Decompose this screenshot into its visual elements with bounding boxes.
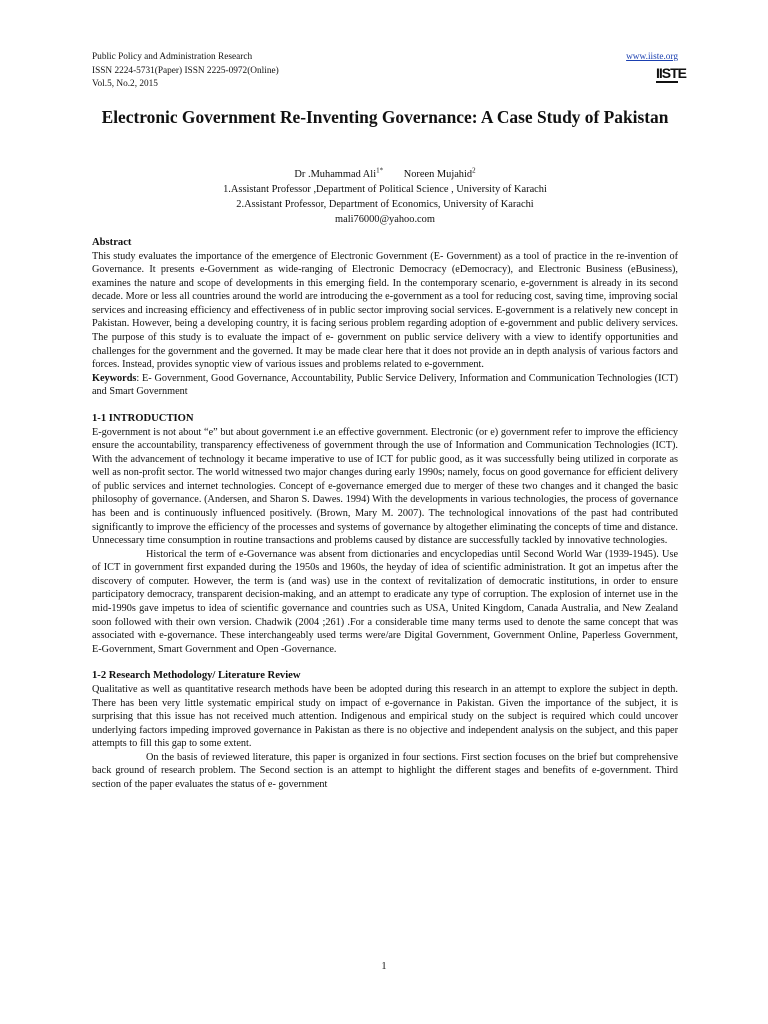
author-2-name: Noreen Mujahid (403, 169, 473, 181)
keywords-line (92, 372, 678, 399)
affiliation-2: 2.Assistant Professor, Department of Economics, University of Karachi (236, 199, 534, 211)
author-email: mali76000@yahoo.com (335, 214, 435, 226)
journal-url-link[interactable]: www.iiste.org (626, 52, 678, 62)
logo-bar (656, 81, 678, 83)
volume-line: Vol.5, No.2, 2015 (92, 79, 158, 90)
intro-paragraph-2: Historical the term of e-Governance was absent from dictionaries and encyclopedias until Second World War (1939-1945). Use of ICT in government first expanded during the 1950s and 1960s, the heyday of idea of scientific administration. It got an impetus after the discovery of computer. However, the term is (and was) use in the context of revitalization of democratic institutions, in order to ensure participatory democracy, transparent decision-making, and an attempt to eradicate any type of corruption. The explosion of internet use in the mid-1990s gave impetus to idea of scientific governance and countries such as USA, United Kingdom, Canada Australia, and New Zealand soon followed with their own version. Chadwik (2004 ;261) .For a considerable time many terms used to denote the same concept that was associated with e-governance. These interchangeably used terms were/are Digital Government, Government Online, Paperless Government, E-Government, Smart Government and Open -Governance. (92, 548, 678, 655)
author-block (92, 164, 678, 227)
section-gap (92, 656, 678, 669)
abstract-text: This study evaluates the importance of the emergence of Electronic Government (E- Government) as a tool of practice in the re-invention of Governance. It presents e-Government as wide-ranging of Electronic Democracy (eDemocracy), and Electronic Business (eBusiness), examines the nature and scope of developments in this emerging field. In the contemporary scenario, e-government is already in its second decade. More or less all countries around the world are introducing the e-government as a tool for reducing cost, saving time, improving social services and increasing efficiency and effectiveness of in public sector improving social services. E-government is a relatively new concept in Pakistan. However, being a developing country, it is facing serious problem regarding adoption of e-government and public delivery services. The purpose of this study is to evaluate the impact of e- government on public service delivery with a view to identify opportunities and challenges for the government and the governed. It may be made clear here that it does not provide an in depth analysis of various factors and forces. Instead, provides synoptic view of various issues and problems related to e-government. (92, 250, 678, 371)
author-names (92, 164, 678, 182)
author-1-name: Dr .Muhammad Ali (294, 169, 377, 181)
section-gap (92, 399, 678, 412)
keywords-label: Keywords (92, 372, 137, 384)
paper-body (92, 236, 678, 792)
page-number: 1 (381, 961, 387, 972)
iiste-logo (656, 65, 687, 87)
author-2-sup: 2 (472, 167, 476, 175)
issn-line: ISSN 2224-5731(Paper) ISSN 2225-0972(Online) (92, 65, 279, 76)
intro-paragraph-1: E-government is not about “e” but about government i.e an effective government. Electronic (or e) government refer to improve the efficiency ensure the accountability, transparency effectiveness of government through the use of Information and Communication Technologies (ICT). With the advancement of technology it became imperative to use of ICT for public good, as it was successfully being utilized in corporate as well as non-profit sector. The world witnessed two major changes during early 1990s; namely, focus on good governance for efficient delivery of public services and internet technologies. Concept of e-governance emerged due to merger of these two changes and it changed the basic philosophy of governance. (Andersen, and Sharon S. Dawes. 1994) With the developments in various technologies, the process of governance has been and is continuously influenced positively. (Brown, Mary M. 2007). The technological innovations of the past had contributed significantly to improve the efficiency of the processes and systems of governance by altogether eliminating the concepts of time and distance. Unnecessary time consumption in routine transactions and problems caused by distance are successfully tackled by innovative technologies. (92, 426, 678, 547)
abstract-heading: Abstract (92, 237, 132, 248)
methodology-paragraph-2: On the basis of reviewed literature, this paper is organized in four sections. First section focuses on the brief but comprehensive back ground of research problem. The Second section is an attempt to highlight the different stages and benefits of e-government. Third section of the paper evaluates the status of e- government (92, 751, 678, 790)
author-2 (404, 169, 476, 180)
methodology-paragraph-1: Qualitative as well as quantitative research methods have been be adopted during this research in an attempt to explore the subject in depth. There has been very little systematic empirical study on impact of e-governance in Pakistan. Given the importance of the subject, it is surprising that this issue has not received much attention. Indigenous and empirical study on the subject is required which could uncover underlying factors impeding improved governance in Pakistan as there is no objective and independent analysis on the subject, and this paper attempts to fill this gap to some extent. (92, 683, 678, 750)
affiliation-1: 1.Assistant Professor ,Department of Political Science , University of Karachi (223, 184, 547, 196)
journal-name: Public Policy and Administration Research (92, 52, 253, 62)
paper-title: Electronic Government Re-Inventing Governance: A Case Study of Pakistan (101, 107, 669, 127)
logo-mark: IISTE (656, 65, 687, 81)
author-1-sup: 1* (376, 167, 384, 175)
author-1 (294, 169, 383, 180)
intro-heading: 1-1 INTRODUCTION (92, 412, 194, 424)
methodology-heading: 1-2 Research Methodology/ Literature Review (92, 670, 301, 682)
keywords-text: : E- Government, Good Governance, Accountability, Public Service Delivery, Information and Communication Technologies (ICT) and Smart Government (92, 372, 678, 398)
page-header (92, 51, 687, 92)
